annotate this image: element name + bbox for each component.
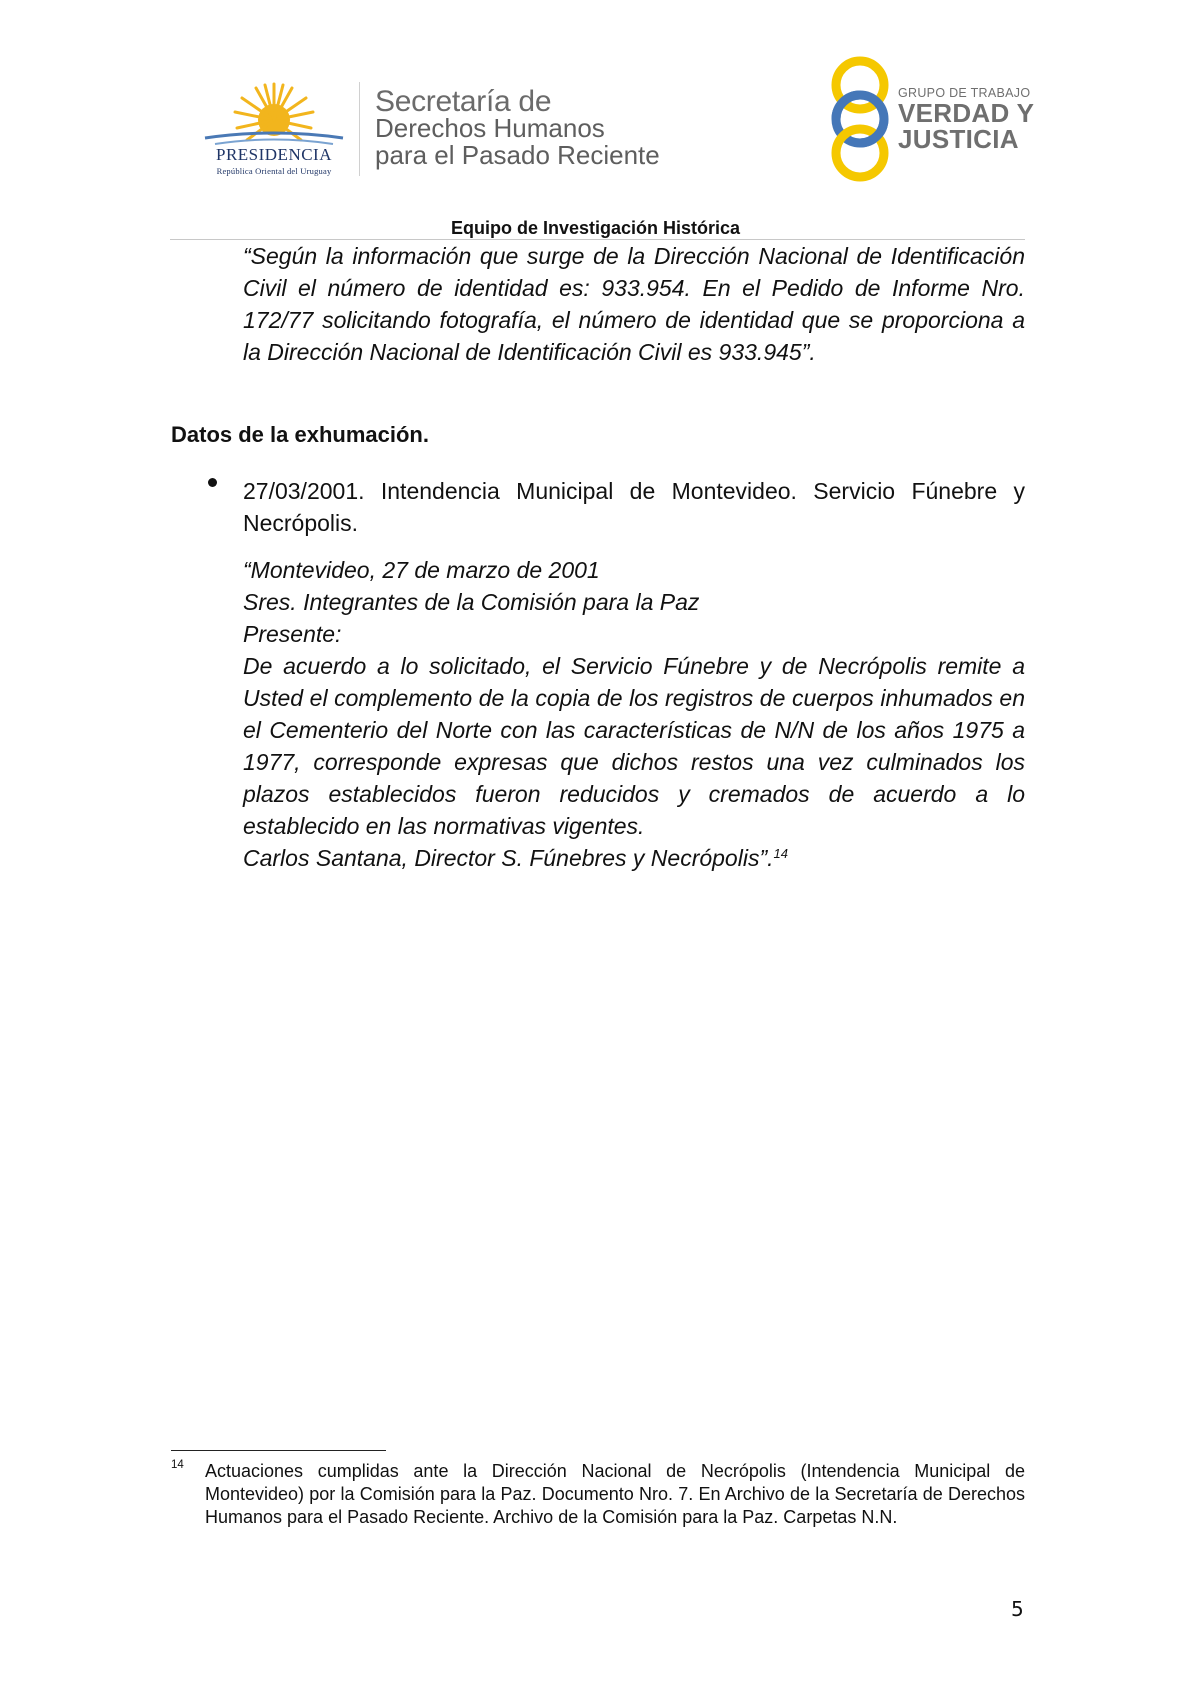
bullet-icon — [208, 478, 217, 487]
presidencia-subtitle: República Oriental del Uruguay — [216, 166, 332, 176]
header-divider — [359, 82, 360, 176]
grupo-line-1: VERDAD Y — [898, 98, 1035, 128]
team-label: Equipo de Investigación Histórica — [450, 218, 741, 238]
secretaria-line-3: para el Pasado Reciente — [375, 140, 660, 170]
letter-addressee: Sres. Integrantes de la Comisión para la Paz — [243, 589, 700, 615]
secretaria-line-1: Secretaría de — [375, 85, 552, 118]
verdad-justicia-wordmark — [898, 86, 1034, 152]
footnote-number: 14 — [171, 1459, 184, 1471]
bullet-item: 27/03/2001. Intendencia Municipal de Montevideo. Servicio Fúnebre y Necrópolis. — [243, 478, 1025, 536]
secretaria-line-2: Derechos Humanos — [375, 113, 605, 143]
footnote-text: Actuaciones cumplidas ante la Dirección Nacional de Necrópolis (Intendencia Municipal de Montevideo) por la Comisión para la Paz. Documento Nro. 7. En Archivo de la Secretaría de Derechos Humanos para el Pasado Reciente. Archivo de la Comisión para la Paz. Carpetas N.N. — [205, 1461, 1025, 1527]
letter-quote — [243, 554, 1025, 874]
footnote-reference[interactable]: 14 — [773, 846, 788, 861]
section-heading: Datos de la exhumación. — [171, 422, 429, 447]
page-number: 5 — [1011, 1597, 1024, 1621]
letter-date-line: “Montevideo, 27 de marzo de 2001 — [243, 557, 600, 583]
secretaria-wordmark — [375, 85, 660, 170]
sun-emblem-icon — [195, 80, 353, 150]
grupo-line-2: JUSTICIA — [898, 124, 1019, 154]
letter-salutation: Presente: — [243, 621, 342, 647]
footnote-rule — [171, 1450, 386, 1451]
presidencia-wordmark — [195, 145, 353, 176]
presidencia-title: PRESIDENCIA — [215, 145, 332, 164]
letter-signature-line — [243, 842, 1025, 874]
identity-quote: “Según la información que surge de la Dirección Nacional de Identificación Civil el número de identidad es: 933.954. En el Pedido de Informe Nro. 172/77 solicitando fotografía, el número de identidad que se proporciona a la Dirección Nacional de Identificación Civil es 933.945”. — [243, 243, 1025, 365]
letter-paragraph: De acuerdo a lo solicitado, el Servicio Fúnebre y de Necrópolis remite a Usted el complemento de la copia de los registros de cuerpos inhumados en el Cementerio del Norte con las características de N/N de los años 1975 a 1977, corresponde expresas que dichos restos una vez culminados los plazos establecidos fueron reducidos y cremados de acuerdo a lo establecido en las normativas vigentes. — [243, 653, 1025, 839]
letter-signature: Carlos Santana, Director S. Fúnebres y Necrópolis”. — [243, 845, 774, 871]
grupo-pre-label: GRUPO DE TRABAJO — [898, 86, 1031, 100]
